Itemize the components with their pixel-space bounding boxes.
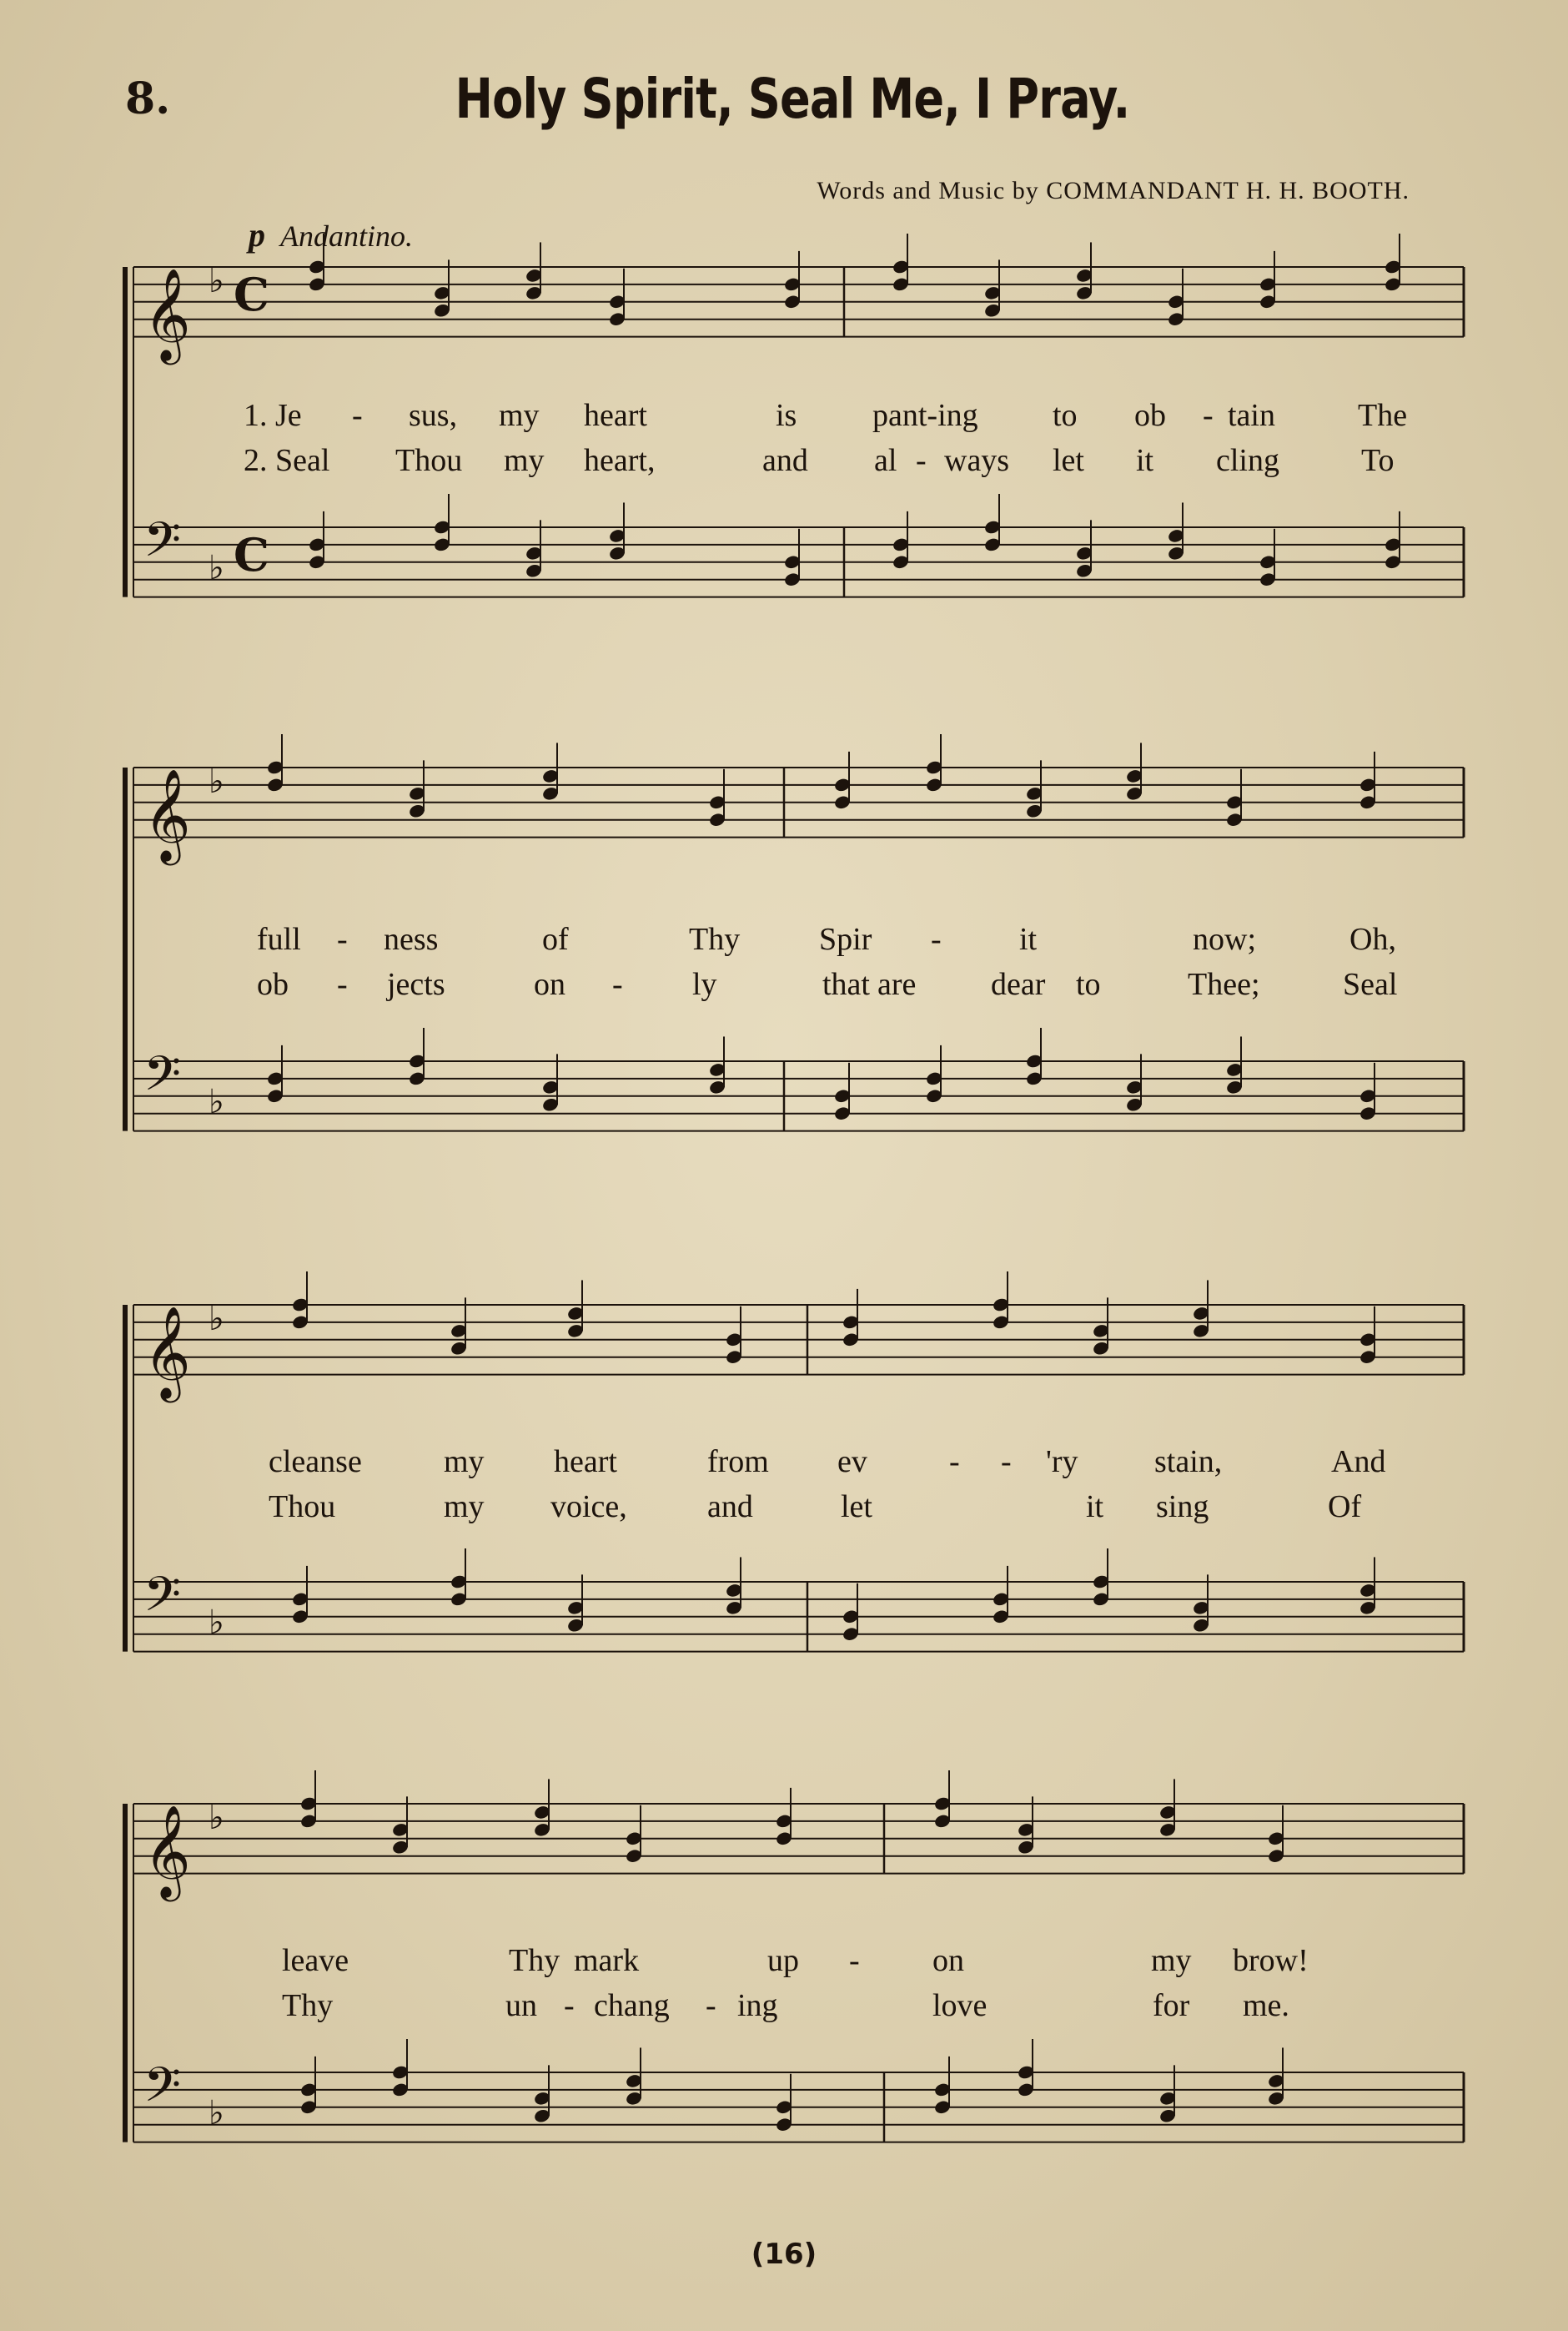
tempo-text: Andantino. [280,219,413,253]
lyric-syllable: for [1153,1988,1190,2023]
bass-clef: 𝄢 [143,2057,182,2125]
lyric-syllable: pant-ing [872,398,978,433]
lyric-syllable: ev [837,1444,867,1479]
lyric-syllable: voice, [550,1489,627,1524]
lyric-syllable: love [932,1988,988,2023]
lyric-syllable: and [762,443,808,478]
lyric-syllable: heart [554,1444,617,1479]
lyric-syllable: ing [737,1988,778,2023]
bass-staff [133,1548,1464,1652]
lyric-syllable: on [932,1943,964,1978]
lyric-syllable: 1. Je [244,398,302,433]
lyric-syllable: ness [384,922,439,957]
bass-clef: 𝄢 [143,1045,182,1114]
key-signature-flat: ♭ [209,1083,224,1121]
lyric-syllable: - [916,443,927,478]
lyric-syllable: heart [584,398,647,433]
key-signature-flat: ♭ [209,549,224,587]
lyric-syllable: Thy [689,922,741,957]
key-signature-flat: ♭ [209,2094,224,2132]
hymn-number: 8. [125,73,171,124]
lyric-syllable: on [534,967,565,1002]
lyric-syllable: ly [692,967,717,1002]
treble-clef: 𝄞 [143,1804,191,1898]
dynamic-marking: p [249,216,265,254]
bass-clef: 𝄢 [143,1566,182,1634]
lyric-syllable: - [706,1988,716,2023]
lyric-syllable: al [874,443,897,478]
bass-staff [133,494,1464,597]
lyric-syllable: - [612,967,623,1002]
lyric-syllable: ob [257,967,289,1002]
treble-staff [133,234,1464,365]
lyric-syllable: to [1053,398,1078,433]
lyric-syllable: and [707,1489,753,1524]
key-signature-flat: ♭ [209,1799,224,1837]
lyric-syllable: jects [387,967,445,1002]
lyric-syllable: ways [944,443,1010,478]
key-signature-flat: ♭ [209,763,224,801]
lyric-syllable: - [1001,1444,1012,1479]
lyric-syllable: me. [1243,1988,1289,2023]
system-2 [125,734,1464,1131]
key-signature-flat: ♭ [209,1300,224,1338]
lyric-syllable: my [444,1444,485,1479]
lyric-syllable: ob [1134,398,1166,433]
lyric-syllable: my [499,398,540,433]
lyric-syllable: is [776,398,797,433]
lyric-syllable: are [877,967,917,1002]
lyric-syllable: un [505,1988,537,2023]
lyric-syllable: - [564,1988,575,2023]
lyric-syllable: it [1019,922,1038,957]
treble-clef: 𝄞 [143,768,191,862]
lyric-syllable: Thee; [1188,967,1260,1002]
lyric-syllable: leave [282,1943,349,1978]
key-signature-flat: ♭ [209,1604,224,1642]
lyric-syllable: now; [1193,922,1256,957]
lyric-syllable: Thy [282,1988,334,2023]
lyric-syllable: up [767,1943,799,1978]
lyric-syllable: - [849,1943,860,1978]
lyric-syllable: Seal [1343,967,1398,1002]
lyric-syllable: brow! [1233,1943,1309,1978]
lyric-syllable: stain, [1154,1444,1223,1479]
lyric-syllable: mark [574,1943,640,1978]
page-number: (16) [751,2238,817,2271]
bass-clef: 𝄢 [143,511,182,580]
lyric-syllable: let [841,1489,872,1524]
hymn-title: Holy Spirit, Seal Me, I Pray. [455,67,1130,131]
lyric-syllable: cling [1216,443,1279,478]
lyric-syllable: to [1076,967,1101,1002]
lyric-syllable: - [949,1444,960,1479]
lyric-syllable: Spir [819,922,872,957]
bass-staff [133,2039,1464,2142]
treble-staff [133,734,1464,866]
lyric-syllable: - [337,922,348,957]
lyric-syllable: cleanse [269,1444,362,1479]
lyric-syllable: my [504,443,545,478]
time-signature: C [234,528,269,581]
lyric-syllable: it [1086,1489,1104,1524]
lyric-syllable: 2. Seal [244,443,330,478]
lyric-syllable: - [1203,398,1214,433]
lyric-syllable: - [931,922,942,957]
lyric-syllable: Thou [395,443,463,478]
lyric-syllable: of [542,922,569,957]
lyric-syllable: The [1358,398,1408,433]
lyric-syllable: dear [991,967,1046,1002]
treble-staff [133,1271,1464,1403]
lyric-syllable: tain [1228,398,1275,433]
key-signature-flat: ♭ [209,262,224,300]
lyric-syllable: 'ry [1046,1444,1078,1479]
lyric-syllable: Of [1328,1489,1362,1524]
lyric-syllable: my [1151,1943,1192,1978]
lyric-syllable: full [257,922,301,957]
lyric-syllable: chang [594,1988,670,2023]
lyric-syllable: - [352,398,363,433]
lyric-syllable: - [337,967,348,1002]
lyric-syllable: that [822,967,870,1002]
lyric-syllable: my [444,1489,485,1524]
time-signature: C [234,268,269,321]
lyric-syllable: heart, [584,443,656,478]
treble-staff [133,1770,1464,1902]
author-credit: Words and Music by COMMANDANT H. H. BOOTH. [817,177,1410,204]
lyric-syllable: Thou [269,1489,336,1524]
lyric-syllable: Oh, [1349,922,1396,957]
treble-clef: 𝄞 [143,267,191,361]
lyric-syllable: To [1361,443,1395,478]
lyric-syllable: from [707,1444,769,1479]
treble-clef: 𝄞 [143,1305,191,1399]
lyric-syllable: And [1331,1444,1386,1479]
bass-staff [133,1028,1464,1131]
lyric-syllable: sus, [409,398,458,433]
lyric-syllable: it [1136,443,1154,478]
lyric-syllable: Thy [509,1943,560,1978]
lyric-syllable: let [1053,443,1084,478]
lyric-syllable: sing [1156,1489,1209,1524]
